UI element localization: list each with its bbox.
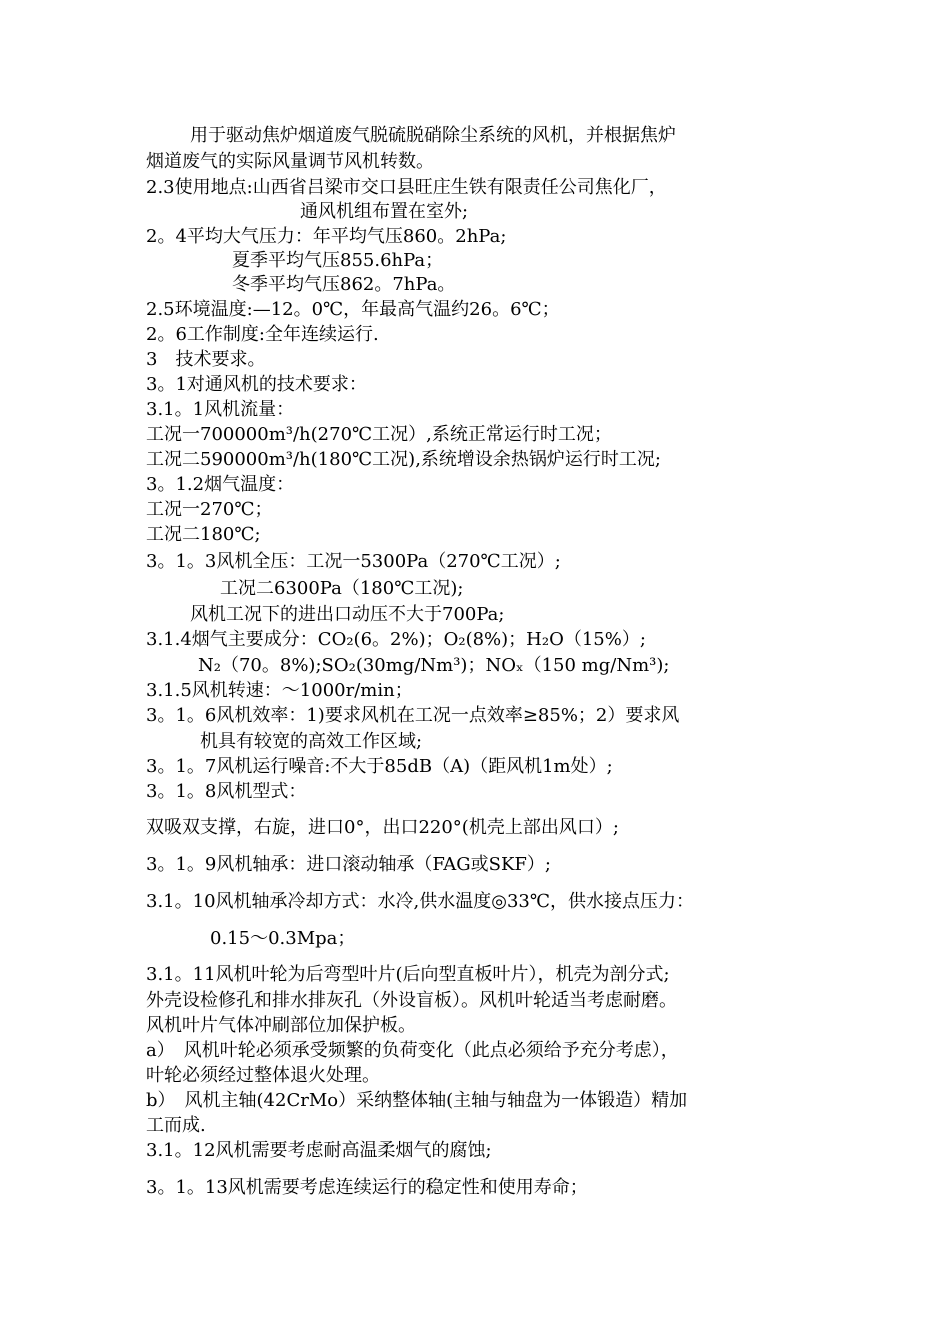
item-3-1-8-type: 3。1。8风机型式：: [146, 781, 307, 802]
flow-case-1: 工况一700000m³/h(270℃工况）,系统正常运行时工况；: [146, 424, 612, 445]
item-2-3-location: 2.3使用地点:山西省吕梁市交口县旺庄生铁有限责任公司焦化厂，: [146, 177, 667, 198]
impeller-line-2: 外壳设检修孔和排水排灰孔（外设盲板）。风机叶轮适当考虑耐磨。: [146, 990, 677, 1011]
flow-case-2: 工况二590000m³/h(180℃工况),系统增设余热锅炉运行时工况;: [146, 449, 661, 470]
pressure-case-2: 工况二6300Pa（180℃工况);: [220, 578, 464, 599]
item-2-4-winter: 冬季平均气压862。7hPa。: [232, 274, 456, 295]
fan-type-detail: 双吸双支撑，右旋，进口0°，出口220°(机壳上部出风口）;: [146, 817, 619, 838]
item-3-1-heading: 3。1对通风机的技术要求：: [146, 374, 367, 395]
gas-temp-case-1: 工况一270℃；: [146, 499, 273, 520]
item-2-3-location-cont: 通风机组布置在室外;: [300, 201, 469, 222]
item-3-1-1-flow: 3.1。1风机流量：: [146, 399, 295, 420]
item-2-5-temperature: 2.5环境温度:—12。0℃，年最高气温约26。6℃；: [146, 299, 560, 320]
section-3-heading: 3 技术要求。: [146, 349, 266, 370]
item-3-1-12-corrosion: 3.1。12风机需要考虑耐高温柔烟气的腐蚀;: [146, 1140, 492, 1161]
item-3-1-6-efficiency: 3。1。6风机效率：1)要求风机在工况一点效率≥85%；2）要求风: [146, 705, 680, 726]
item-a-load: a） 风机叶轮必须承受频繁的负荷变化（此点必须给予充分考虑），: [146, 1040, 679, 1061]
item-3-1-4-composition: 3.1.4烟气主要成分：CO₂(6。2%)；O₂(8%)；H₂O（15%）;: [146, 629, 646, 650]
item-3-1-9-bearing: 3。1。9风机轴承：进口滚动轴承（FAG或SKF）;: [146, 854, 551, 875]
item-3-1-5-speed: 3.1.5风机转速：～1000r/min；: [146, 680, 413, 701]
item-b-shaft: b） 风机主轴(42CrMo）采纳整体轴(主轴与轴盘为一体锻造）精加: [146, 1090, 688, 1111]
efficiency-cont: 机具有较宽的高效工作区域;: [200, 731, 423, 752]
item-3-1-11-impeller: 3.1。11风机叶轮为后弯型叶片(后向型直板叶片），机壳为剖分式;: [146, 964, 670, 985]
item-3-1-10-cooling: 3.1。10风机轴承冷却方式：水冷,供水温度◎33℃，供水接点压力：: [146, 891, 694, 912]
item-a-load-cont: 叶轮必须经过整体退火处理。: [146, 1065, 380, 1086]
item-b-shaft-cont: 工而成.: [146, 1115, 206, 1136]
composition-cont: N₂（70。8%);SO₂(30mg/Nm³)；NOₓ（150 mg/Nm³);: [198, 655, 670, 676]
dynamic-pressure-note: 风机工况下的进出口动压不大于700Pa;: [190, 604, 505, 625]
item-2-6-schedule: 2。6工作制度:全年连续运行.: [146, 324, 379, 345]
impeller-line-3: 风机叶片气体冲刷部位加保护板。: [146, 1015, 416, 1036]
item-3-1-3-pressure: 3。1。3风机全压：工况一5300Pa（270℃工况）;: [146, 551, 561, 572]
para-intro-line-2: 烟道废气的实际风量调节风机转数。: [146, 151, 434, 172]
para-intro-line-1: 用于驱动焦炉烟道废气脱硫脱硝除尘系统的风机，并根据焦炉: [190, 125, 676, 146]
item-2-4-pressure: 2。4平均大气压力：年平均气压860。2hPa;: [146, 226, 507, 247]
cooling-pressure-range: 0.15～0.3Mpa；: [210, 928, 356, 949]
gas-temp-case-2: 工况二180℃;: [146, 524, 261, 545]
item-3-1-13-stability: 3。1。13风机需要考虑连续运行的稳定性和使用寿命；: [146, 1177, 588, 1198]
item-3-1-7-noise: 3。1。7风机运行噪音:不大于85dB（A)（距风机1m处）;: [146, 756, 613, 777]
item-3-1-2-gas-temp: 3。1.2烟气温度：: [146, 474, 295, 495]
item-2-4-summer: 夏季平均气压855.6hPa；: [232, 250, 444, 271]
